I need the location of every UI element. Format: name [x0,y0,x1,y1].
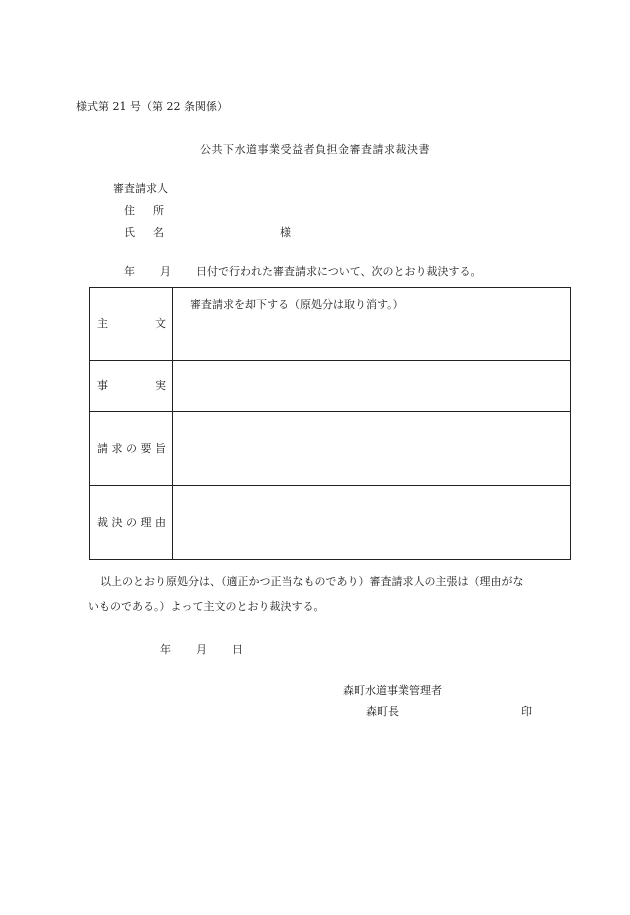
label-char: 請 [97,441,108,455]
signatory-organization: 森町水道事業管理者 [343,684,442,697]
label-char: の [126,441,137,455]
label-char: 裁 [97,515,108,529]
row-label-main-text [90,288,173,361]
honorific: 様 [280,226,291,239]
label-char: 理 [140,515,152,529]
form-number: 様式第 21 号（第 22 条関係） [76,100,228,113]
seal-mark: 印 [521,705,532,718]
row-content-facts [173,361,571,412]
month-label: 月 [160,265,171,278]
address-label-char: 所 [153,204,164,217]
request-date-line [124,265,482,279]
name-label [124,226,164,240]
label-char: 主 [97,317,108,330]
name-label-char: 氏 [124,226,135,239]
year-label: 年 [124,265,135,278]
row-content-main-text [173,288,571,361]
decision-year-label: 年 [160,643,171,656]
decision-date [160,643,243,657]
signatory-title: 森町長 [366,705,399,718]
label-char: 求 [111,441,123,455]
row-label-request-summary [90,412,173,486]
row-label-decision-reason [90,486,173,560]
main-text-content: 審査請求を却下する（原処分は取り消す。） [190,298,404,311]
table-row-facts [90,361,571,412]
date-line-text: 日付で行われた審査請求について、次のとおり裁決する。 [196,265,482,278]
table-row-decision-reason [90,486,571,560]
row-content-request-summary [173,412,571,486]
row-label-facts [90,361,173,412]
label-char: 文 [155,317,166,330]
table-row-request-summary [90,412,571,486]
label-char: 要 [140,441,152,455]
label-char: 由 [155,515,166,529]
requester-heading: 審査請求人 [113,182,168,195]
conclusion-line-2: いものである。）よって主文のとおり裁決する。 [88,600,325,613]
label-char: 事 [97,379,108,392]
label-char: 決 [111,515,123,529]
decision-day-label: 日 [232,643,243,656]
name-label-char: 名 [153,226,164,239]
decision-table [89,287,571,560]
label-char: 実 [155,379,166,392]
table-row-main-text [90,288,571,361]
row-content-decision-reason [173,486,571,560]
label-char: の [126,515,137,529]
document-title: 公共下水道事業受益者負担金審査請求裁決書 [200,143,430,156]
address-label [124,204,164,218]
address-label-char: 住 [124,204,135,217]
decision-month-label: 月 [196,643,207,656]
conclusion-line-1: 以上のとおり原処分は、（適正かつ正当なものであり）審査請求人の主張は（理由がな [100,575,524,588]
label-char: 旨 [155,441,166,455]
